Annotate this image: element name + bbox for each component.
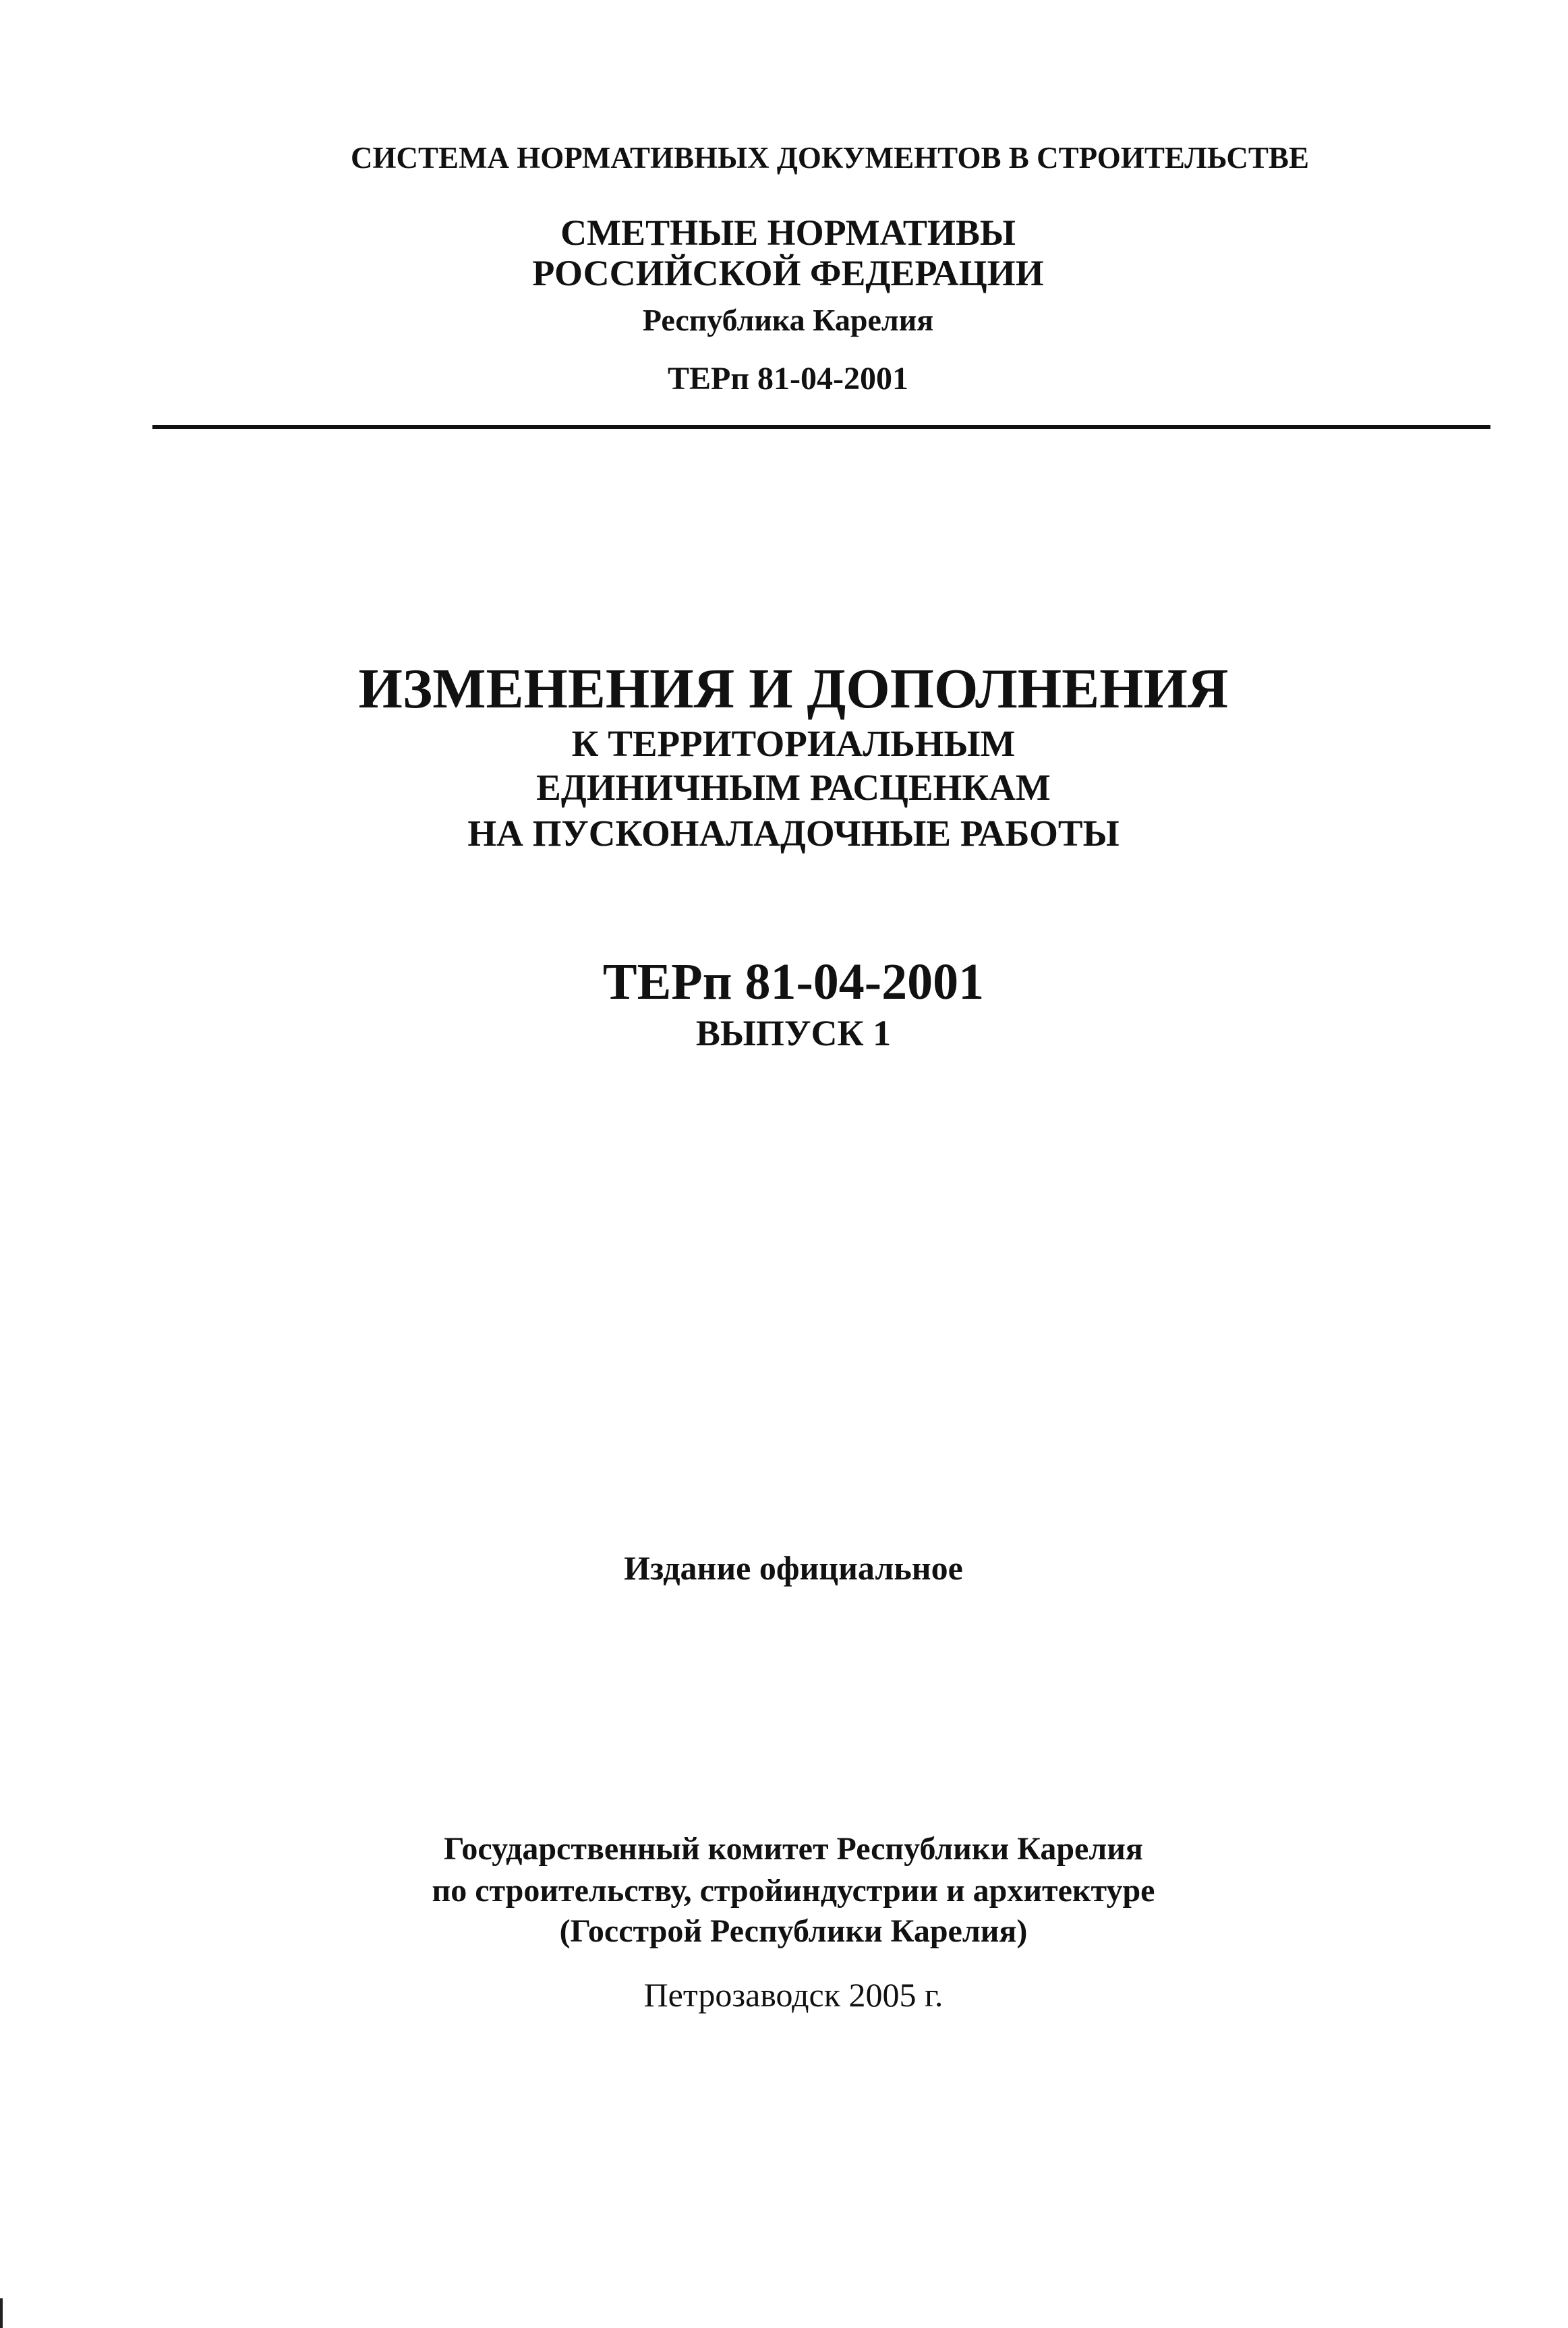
publisher-line-1: Государственный комитет Республики Карелия [444,1831,1143,1867]
scan-edge-mark [0,2298,3,2328]
document-subtitle-line-2: ЕДИНИЧНЫМ РАСЦЕНКАМ [536,767,1051,808]
document-code: ТЕРп 81-04-2001 [602,954,985,1010]
region-name: Республика Карелия [642,303,934,337]
edition-note: Издание официальное [624,1549,963,1587]
series-title: СИСТЕМА НОРМАТИВНЫХ ДОКУМЕНТОВ В СТРОИТЕЛЬСТВЕ [351,141,1309,175]
publisher-line-3: (Госстрой Республики Карелия) [559,1913,1028,1949]
issue-number: ВЫПУСК 1 [695,1013,892,1053]
header-divider [152,425,1490,429]
publisher-line-2: по строительству, стройиндустрии и архитектуре [432,1873,1155,1909]
document-subtitle-line-1: К ТЕРРИТОРИАЛЬНЫМ [571,723,1016,764]
norms-title-line-2: РОССИЙСКОЙ ФЕДЕРАЦИИ [532,253,1044,293]
place-and-year: Петрозаводск 2005 г. [643,1976,943,2014]
norms-title-line-1: СМЕТНЫЕ НОРМАТИВЫ [560,212,1016,253]
document-code-header: ТЕРп 81-04-2001 [668,361,908,397]
document-subtitle-line-3: НА ПУСКОНАЛАДОЧНЫЕ РАБОТЫ [467,813,1120,854]
document-title: ИЗМЕНЕНИЯ И ДОПОЛНЕНИЯ [358,658,1229,720]
